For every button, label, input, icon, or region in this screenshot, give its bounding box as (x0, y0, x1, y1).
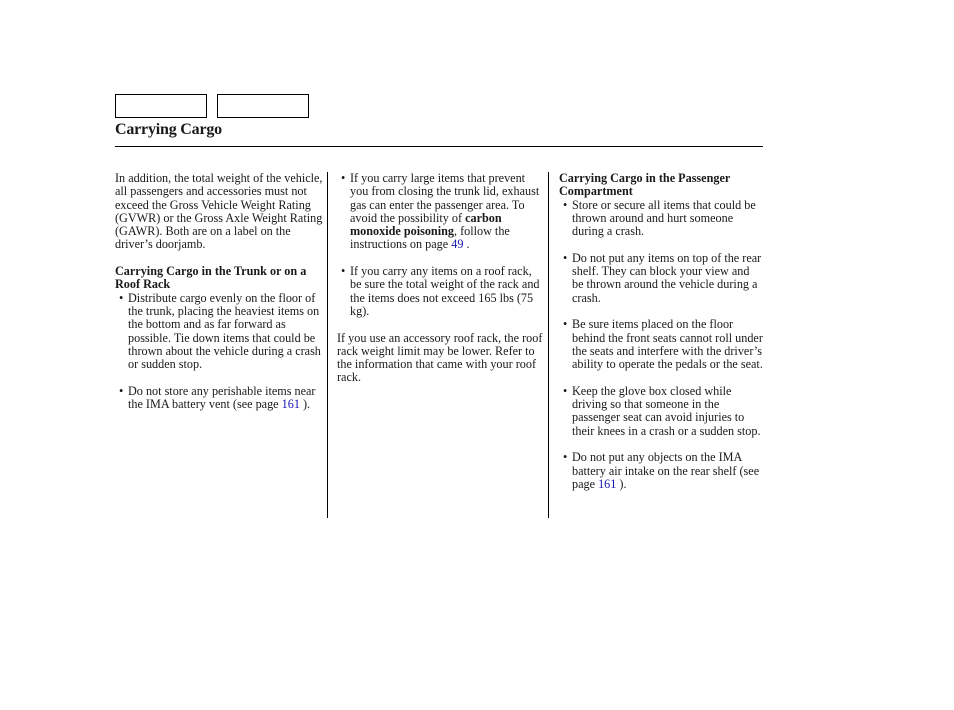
list-item-text: If you carry any items on a roof rack, be sure the total weight of the rack and the items does not exceed 165 lbs (75 kg). (350, 264, 540, 318)
nav-button-contents[interactable] (115, 94, 207, 118)
page-link-161[interactable]: 161 (281, 397, 300, 412)
list-item (337, 172, 543, 252)
bullet-icon: • (119, 290, 124, 305)
list-item-text: Be sure items placed on the floor behind the front seats cannot roll under the seats and interfere with the driver’s ability to operate the pedals or the seat. (572, 317, 763, 372)
bullet-icon: • (341, 264, 346, 279)
column-1 (115, 172, 323, 411)
list-item-text-end: ). (299, 397, 311, 412)
list-item (115, 292, 323, 372)
nav-button-index[interactable] (217, 94, 309, 118)
list-item-text: Do not store any perishable items near the IMA battery vent (see page (128, 383, 316, 412)
list-item (115, 385, 323, 412)
list-item (559, 318, 763, 371)
page-link-49[interactable]: 49 (451, 237, 464, 252)
section-heading-passenger: Carrying Cargo in the Passenger Compartment (559, 171, 731, 199)
title-divider (115, 146, 763, 147)
list-item-text: Distribute cargo evenly on the floor of the trunk, placing the heaviest items on the bottom and as far forward as possible. Tie down items that could be thrown about the vehicle during a crash or sudden stop. (128, 290, 321, 372)
column-divider-2 (548, 172, 549, 518)
section-heading-trunk: Carrying Cargo in the Trunk or on a Roof Rack (115, 264, 307, 292)
list-item-text: Do not put any items on top of the rear shelf. They can block your view and be thrown around the vehicle during a crash. (572, 250, 762, 305)
list-item-text-end: ). (616, 476, 627, 491)
list-item-text-mid: , follow the instructions on page (350, 224, 510, 252)
column-2 (337, 172, 543, 385)
roof-rack-paragraph: If you use an accessory roof rack, the roof rack weight limit may be lower. Refer to the information that came with your roof rack. (337, 330, 543, 385)
page-title: Carrying Cargo (115, 121, 222, 138)
list-item-text: Do not put any objects on the IMA battery air intake on the rear shelf (see page (572, 450, 760, 491)
bullet-icon: • (563, 250, 568, 265)
bullet-icon: • (563, 317, 568, 332)
list-item (337, 265, 543, 318)
intro-paragraph: In addition, the total weight of the vehicle, all passengers and accessories must not exceed the Gross Vehicle Weight Rating (GVWR) or the Gross Axle Weight Rating (GAWR). Both are on a label on the driver’s doorjamb. (115, 171, 323, 252)
bullet-icon: • (341, 171, 346, 185)
bullet-icon: • (563, 450, 568, 465)
bullet-icon: • (119, 383, 124, 398)
list-item (559, 385, 763, 438)
list-item (559, 199, 763, 239)
page-link-161[interactable]: 161 (598, 476, 617, 491)
list-item (559, 252, 763, 305)
list-item-text-end: . (463, 237, 470, 252)
column-divider-1 (327, 172, 328, 518)
list-item-text: If you carry large items that prevent you from closing the trunk lid, exhaust gas can enter the passenger area. To avoid the possibility of (350, 171, 540, 225)
bullet-icon: • (563, 197, 568, 212)
bullet-icon: • (563, 383, 568, 398)
list-item (559, 451, 763, 491)
warning-term: carbon monoxide poisoning (350, 210, 502, 239)
list-item-text: Keep the glove box closed while driving so that someone in the passenger seat can avoid injuries to their knees in a crash or a sudden stop. (572, 383, 761, 438)
list-item-text: Store or secure all items that could be thrown around and hurt someone during a crash. (572, 197, 756, 239)
column-3 (559, 172, 763, 491)
